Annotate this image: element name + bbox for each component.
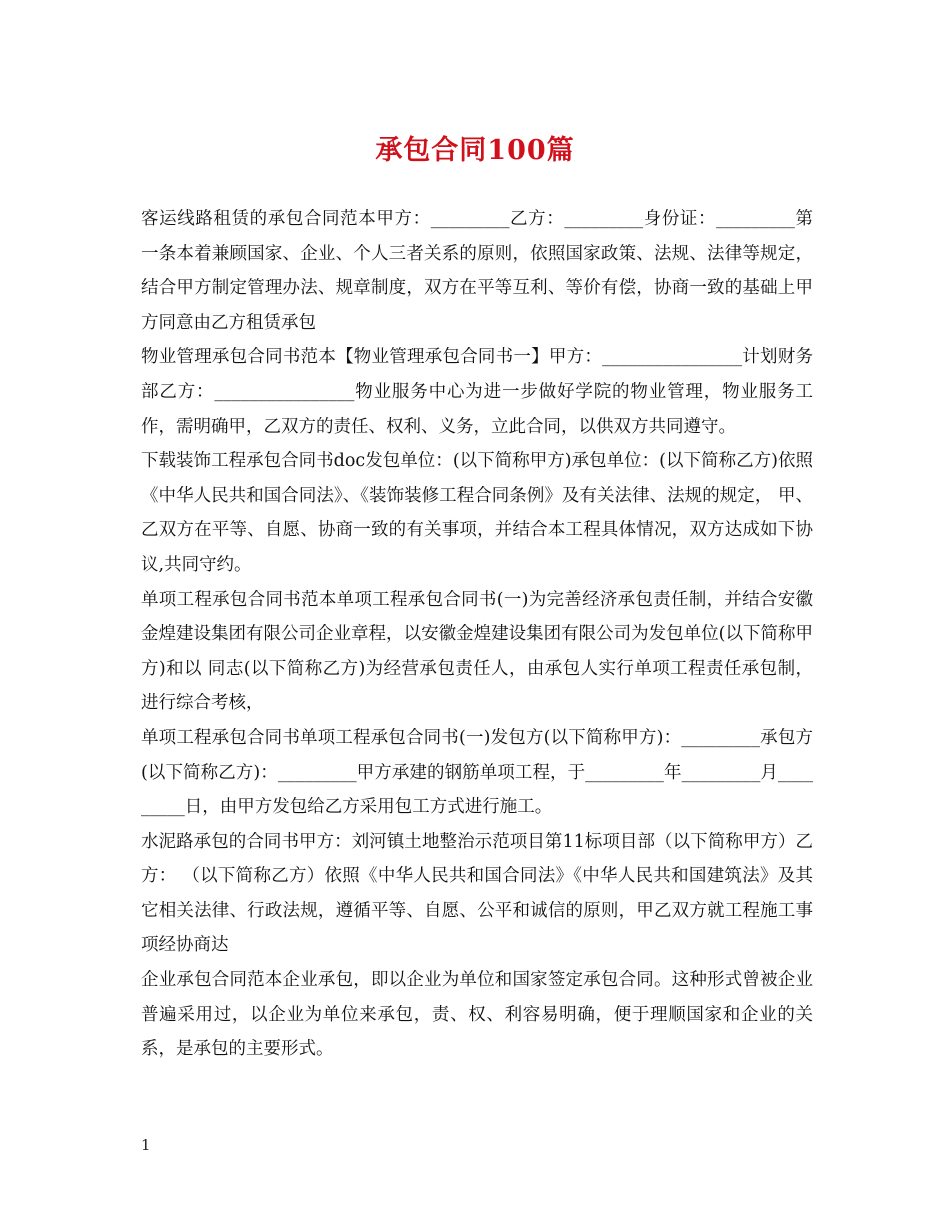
- paragraph-cement-road: 水泥路承包的合同书甲方：刘河镇土地整治示范项目第11标项目部（以下简称甲方）乙方： （以下简称乙方）依照《中华人民共和国合同法》《中华人民共和国建筑法》及其它相关法律、行政法规，遵循平等、自愿、公平和诚信的原则，甲乙双方就工程施工事项经协商达: [141, 831, 813, 956]
- paragraph-property-management: 物业管理承包合同书范本【物业管理承包合同书一】甲方：________________计划财务部乙方：________________物业服务中心为进一步做好学院的物业管理，物业服务工作，需明确甲，乙双方的责任、权利、义务，立此合同，以供双方共同遵守。: [141, 347, 813, 437]
- paragraph-passenger-route-lease: 客运线路租赁的承包合同范本甲方：_________乙方：_________身份证：_________第一条本着兼顾国家、企业、个人三者关系的原则，依照国家政策、法规、法律等规定，结合甲方制定管理办法、规章制度，双方在平等互利、等价有偿，协商一致的基础上甲方同意由乙方租赁承包: [141, 209, 813, 333]
- document-title: 承包合同100篇: [375, 135, 575, 166]
- paragraph-decoration-project: 下载装饰工程承包合同书doc发包单位：(以下简称甲方)承包单位：(以下简称乙方)依照《中华人民共和国合同法》、《装饰装修工程合同条例》及有关法律、法规的规定， 甲、乙双方在平等、自愿、协商一致的有关事项，并结合本工程具体情况，双方达成如下协议,共同守约。: [141, 451, 813, 575]
- document-body: [141, 202, 813, 1067]
- page-number: 1: [141, 1136, 151, 1154]
- paragraph-enterprise-contract: 企业承包合同范本企业承包，即以企业为单位和国家签定承包合同。这种形式曾被企业普遍采用过，以企业为单位来承包，责、权、利容易明确，便于理顺国家和企业的关系，是承包的主要形式。: [141, 970, 813, 1060]
- paragraph-single-project-contract: 单项工程承包合同书单项工程承包合同书(一)发包方(以下简称甲方)：_________承包方(以下简称乙方)：_________甲方承建的钢筋单项工程，于_________年_________月_________日，由甲方发包给乙方采用包工方式进行施工。: [141, 727, 813, 818]
- paragraph-single-project-template: 单项工程承包合同书范本单项工程承包合同书(一)为完善经济承包责任制，并结合安徽金煌建设集团有限公司企业章程，以安徽金煌建设集团有限公司为发包单位(以下简称甲方)和以 同志(以下简称乙方)为经营承包责任人，由承包人实行单项工程责任承包制，进行综合考核，: [141, 589, 813, 714]
